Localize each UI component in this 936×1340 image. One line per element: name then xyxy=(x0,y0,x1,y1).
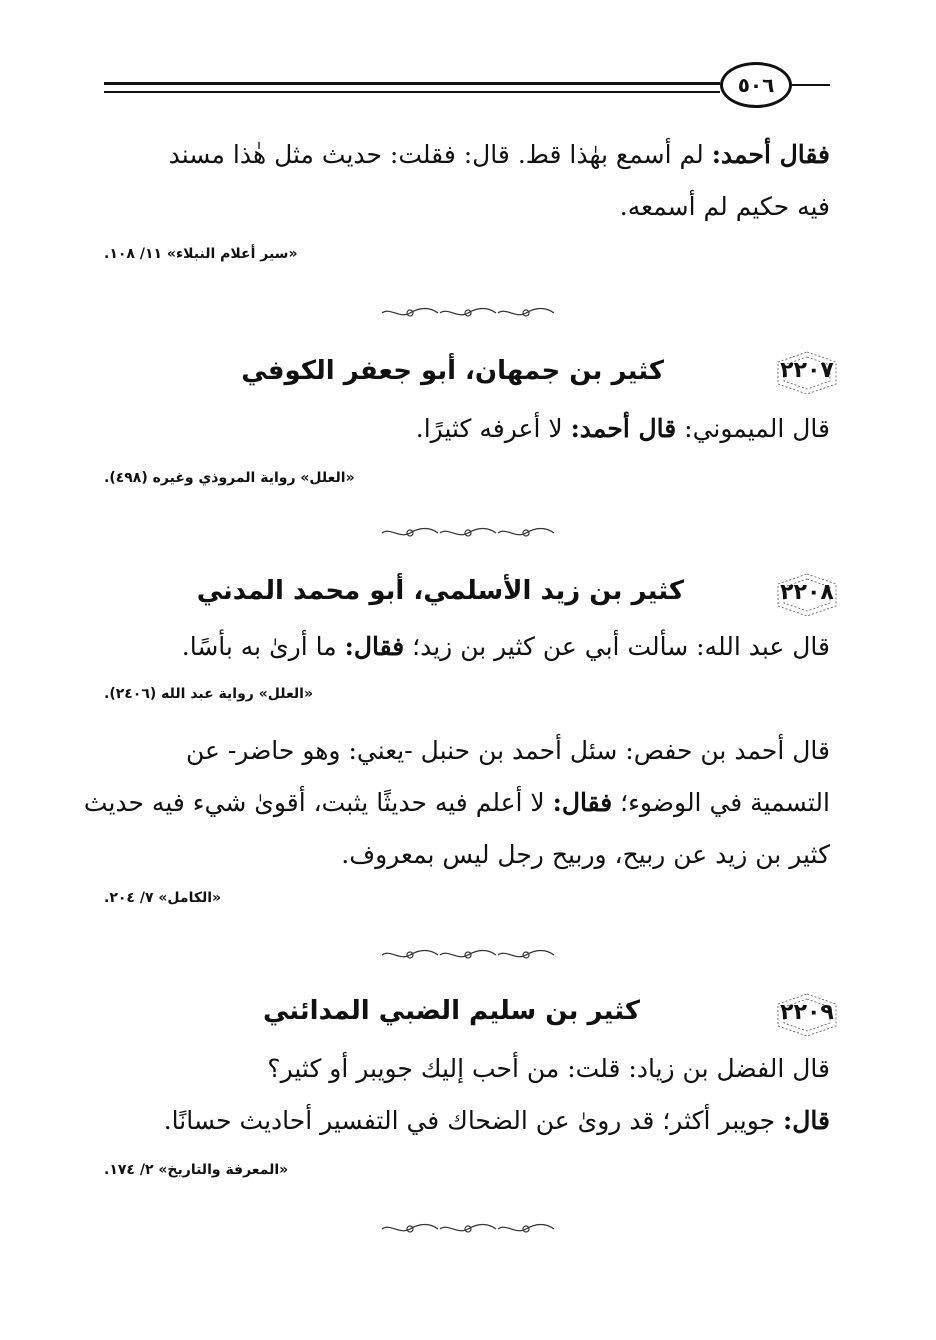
entry-title: كثير بن جمهان، أبو جعفر الكوفي xyxy=(241,356,664,386)
intro-line-1: فقال أحمد: لم أسمع بهٰذا قط. قال: فقلت: حديث مثل هٰذا مسند xyxy=(168,140,830,169)
ornament-divider xyxy=(380,526,556,540)
header-rule-bottom xyxy=(104,91,720,93)
ornament-divider xyxy=(380,306,556,320)
ornament-divider xyxy=(380,1222,556,1236)
source-citation: «العلل» رواية المروذي وغيره (٤٩٨). xyxy=(104,470,355,486)
source-citation: «المعرفة والتاريخ» ٢/ ١٧٤. xyxy=(104,1162,289,1178)
entry-text-line-4: كثير بن زيد عن ربيح، وربيح رجل ليس بمعروف. xyxy=(341,840,830,869)
entry-title: كثير بن سليم الضبي المدائني xyxy=(263,996,640,1026)
entry-title: كثير بن زيد الأسلمي، أبو محمد المدني xyxy=(196,576,684,606)
page-number: ٥٠٦ xyxy=(720,62,792,108)
source-citation: «العلل» رواية عبد الله (٢٤٠٦). xyxy=(104,686,313,702)
entry-number-badge: ٢٢٠٩ xyxy=(774,992,840,1038)
entry-text-line-2: قال أحمد بن حفص: سئل أحمد بن حنبل -يعني: وهو حاضر- عن xyxy=(185,736,830,765)
source-citation: «الكامل» ٧/ ٢٠٤. xyxy=(104,890,222,906)
header-rule-top xyxy=(104,82,720,85)
source-citation: «سير أعلام النبلاء» ١١/ ١٠٨. xyxy=(104,246,298,262)
entry-text-line-3: التسمية في الوضوء؛ فقال: لا أعلم فيه حديثًا يثبت، أقوىٰ شيء فيه حديث xyxy=(83,788,830,817)
entry-text-line-1: قال عبد الله: سألت أبي عن كثير بن زيد؛ فقال: ما أرىٰ به بأسًا. xyxy=(181,632,830,661)
entry-number-badge: ٢٢٠٧ xyxy=(774,350,840,396)
entry-number-badge: ٢٢٠٨ xyxy=(774,572,840,618)
header-rule-tail xyxy=(792,84,830,86)
ornament-divider xyxy=(380,948,556,962)
entry-text: قال الميموني: قال أحمد: لا أعرفه كثيرًا. xyxy=(415,414,830,443)
intro-line-2: فيه حكيم لم أسمعه. xyxy=(619,192,830,221)
entry-text-line-2: قال: جويبر أكثر؛ قد روىٰ عن الضحاك في التفسير أحاديث حسانًا. xyxy=(163,1106,830,1135)
entry-text-line-1: قال الفضل بن زياد: قلت: من أحب إليك جويبر أو كثير؟ xyxy=(267,1054,830,1083)
